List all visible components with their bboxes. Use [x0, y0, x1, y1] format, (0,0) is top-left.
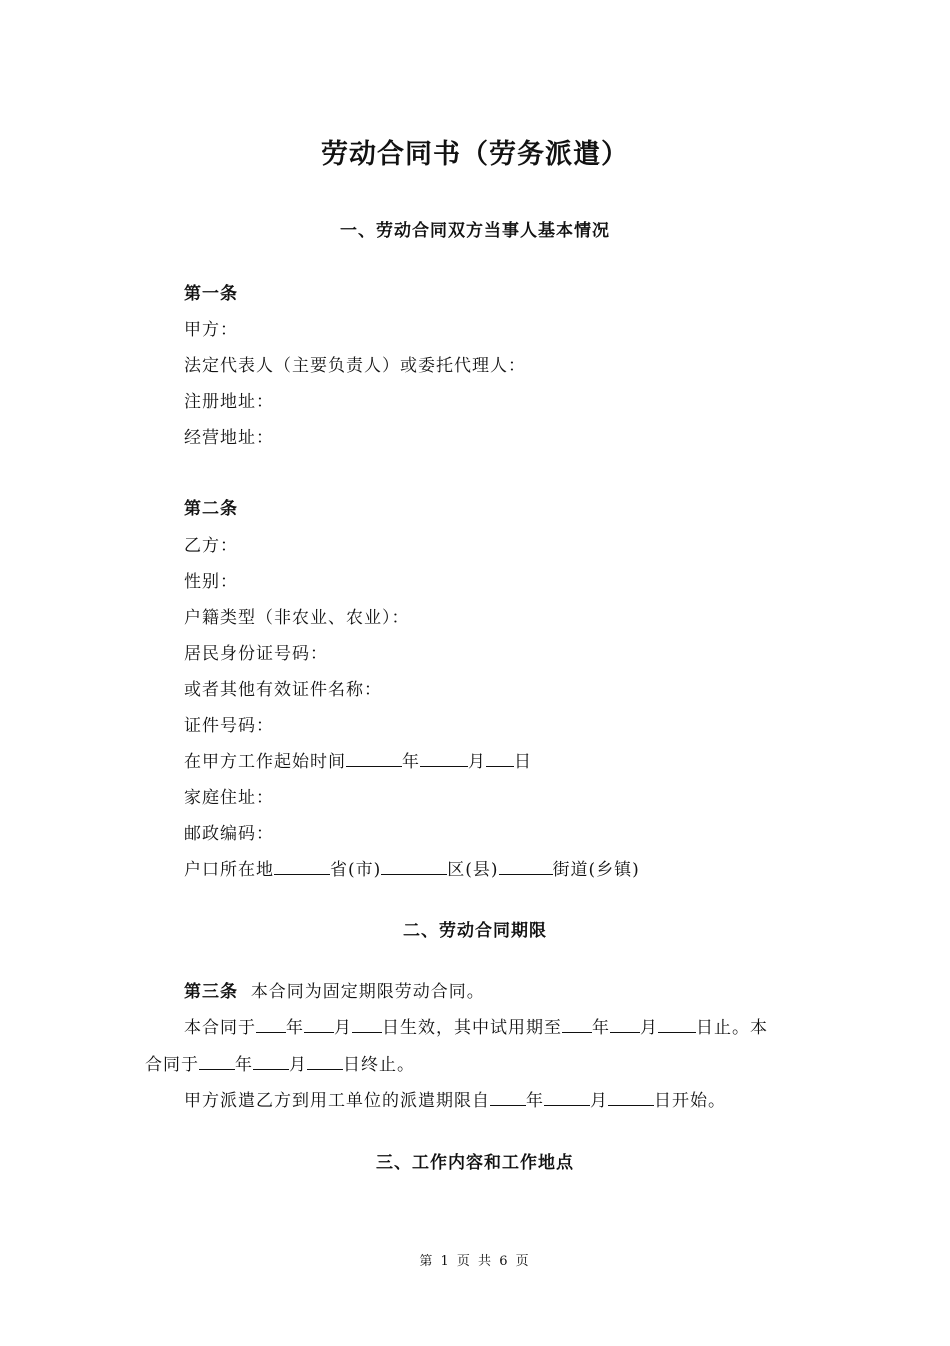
blank-street	[499, 860, 553, 875]
text-segment: 本合同于	[184, 1018, 256, 1038]
cert-number-field: 证件号码：	[184, 716, 274, 736]
section-heading-2: 二、劳动合同期限	[403, 921, 547, 941]
text-segment: 甲方派遣乙方到用工单位的派遣期限自	[184, 1091, 490, 1111]
blank-month	[544, 1091, 590, 1106]
start-time-line	[184, 747, 532, 772]
legal-rep-field: 法定代表人（主要负责人）或委托代理人：	[184, 356, 526, 376]
blank-month	[420, 752, 468, 767]
year-text: 年	[526, 1091, 544, 1111]
other-cert-field: 或者其他有效证件名称：	[184, 680, 382, 700]
section-heading-3: 三、工作内容和工作地点	[376, 1153, 574, 1173]
article-2-label: 第二条	[184, 499, 238, 519]
blank-day	[658, 1018, 696, 1033]
article-1-label: 第一条	[184, 284, 238, 304]
blank-month	[610, 1018, 640, 1033]
blank-year	[256, 1018, 286, 1033]
biz-address-field: 经营地址：	[184, 428, 274, 448]
blank-day	[486, 752, 514, 767]
year-text: 年	[402, 752, 420, 772]
text-segment: 日终止。	[343, 1055, 415, 1075]
street-text: 街道(乡镇)	[552, 860, 640, 880]
start-time-label: 在甲方工作起始时间	[184, 752, 346, 772]
blank-year	[490, 1091, 526, 1106]
section-heading-1: 一、劳动合同双方当事人基本情况	[340, 221, 610, 241]
year-text: 年	[235, 1055, 253, 1075]
blank-province	[274, 860, 330, 875]
id-number-field: 居民身份证号码：	[184, 644, 328, 664]
text-segment: 日生效，其中试用期至	[382, 1018, 562, 1038]
text-segment: 日开始。	[654, 1091, 726, 1111]
article-3-line	[184, 977, 485, 1002]
document-title: 劳动合同书（劳务派遣）	[321, 139, 629, 170]
blank-month	[253, 1055, 289, 1070]
month-text: 月	[590, 1091, 608, 1111]
month-text: 月	[640, 1018, 658, 1038]
blank-day	[608, 1091, 654, 1106]
dispatch-period-line	[184, 1086, 726, 1111]
blank-year	[346, 752, 402, 767]
contract-effective-line	[184, 1013, 768, 1038]
household-type-field: 户籍类型（非农业、农业）：	[184, 608, 410, 628]
blank-district	[381, 860, 447, 875]
province-text: 省(市)	[330, 860, 382, 880]
party-a-field: 甲方：	[184, 320, 238, 340]
day-text: 日	[514, 752, 532, 772]
page-footer: 第 1 页 共 6 页	[419, 1254, 531, 1269]
home-address-field: 家庭住址：	[184, 788, 274, 808]
blank-year	[199, 1055, 235, 1070]
month-text: 月	[334, 1018, 352, 1038]
hukou-label: 户口所在地	[184, 860, 274, 880]
gender-field: 性别：	[184, 572, 238, 592]
hukou-line	[184, 855, 640, 880]
postal-code-field: 邮政编码：	[184, 824, 274, 844]
party-b-field: 乙方：	[184, 536, 238, 556]
article-3-label: 第三条	[184, 982, 238, 1002]
blank-month	[304, 1018, 334, 1033]
blank-year	[562, 1018, 592, 1033]
year-text: 年	[286, 1018, 304, 1038]
year-text: 年	[592, 1018, 610, 1038]
district-text: 区(县)	[447, 860, 499, 880]
reg-address-field: 注册地址：	[184, 392, 274, 412]
article-3-text: 本合同为固定期限劳动合同。	[250, 982, 485, 1002]
text-segment: 日止。本	[696, 1018, 768, 1038]
blank-day	[307, 1055, 343, 1070]
contract-end-line	[145, 1050, 415, 1075]
text-segment: 合同于	[145, 1055, 199, 1075]
month-text: 月	[289, 1055, 307, 1075]
blank-day	[352, 1018, 382, 1033]
month-text: 月	[468, 752, 486, 772]
